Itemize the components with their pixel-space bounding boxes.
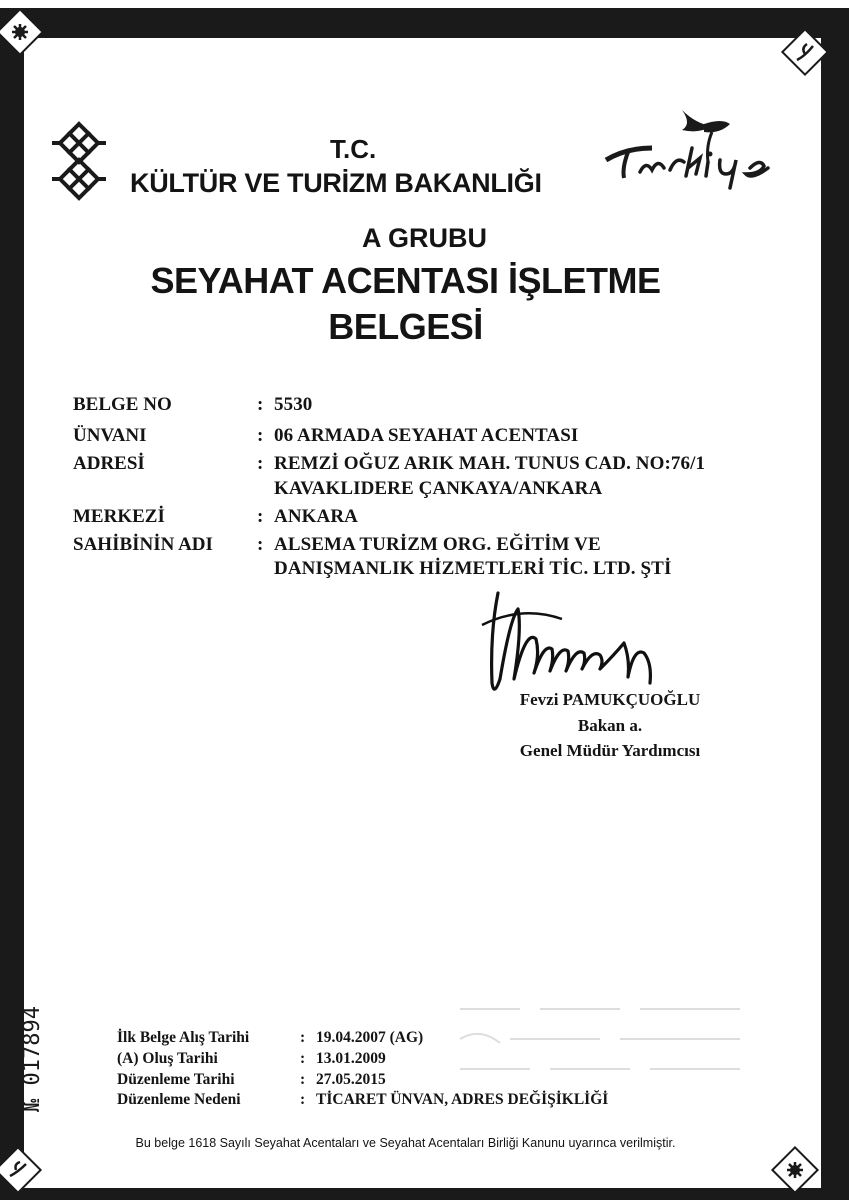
date-value-a-formation: 13.01.2009 — [316, 1050, 386, 1067]
date-colon: : — [300, 1091, 306, 1108]
date-colon: : — [300, 1050, 306, 1067]
serial-number: № 017894 — [20, 1006, 45, 1112]
date-label-issue-date: Düzenleme Tarihi — [117, 1071, 235, 1088]
signatory-title: Genel Müdür Yardımcısı — [519, 741, 701, 760]
certificate-title-line2: BELGESİ — [328, 306, 483, 347]
date-colon: : — [300, 1071, 306, 1088]
field-colon: : — [257, 534, 264, 555]
field-label-belge-no: BELGE NO — [73, 394, 172, 415]
certificate-group: A GRUBU — [362, 223, 487, 253]
faint-stamp-icon — [450, 995, 790, 1085]
field-colon: : — [257, 394, 264, 415]
ministry-name: KÜLTÜR VE TURİZM BAKANLIĞI — [130, 168, 542, 198]
knot-emblem-icon — [48, 120, 110, 202]
corner-ornament-icon — [775, 22, 835, 82]
field-value-sahibinin-adi-line2: DANIŞMANLIK HİZMETLERİ TİC. LTD. ŞTİ — [274, 558, 672, 579]
turkiye-tulip-logo-icon — [600, 102, 775, 192]
field-value-unvani: 06 ARMADA SEYAHAT ACENTASI — [274, 425, 579, 446]
field-value-belge-no: 5530 — [274, 394, 313, 415]
date-value-issue-date: 27.05.2015 — [316, 1071, 386, 1088]
field-value-sahibinin-adi-line1: ALSEMA TURİZM ORG. EĞİTİM VE — [274, 534, 601, 555]
date-label-first-issue: İlk Belge Alış Tarihi — [117, 1029, 250, 1046]
field-label-merkezi: MERKEZİ — [73, 506, 165, 527]
date-colon: : — [300, 1029, 306, 1046]
date-label-a-formation: (A) Oluş Tarihi — [117, 1050, 218, 1067]
date-value-issue-reason: TİCARET ÜNVAN, ADRES DEĞİŞİKLİĞİ — [316, 1091, 609, 1108]
field-value-merkezi: ANKARA — [274, 506, 358, 527]
signatory-name: Fevzi PAMUKÇUOĞLU — [519, 690, 701, 709]
field-label-sahibinin-adi: SAHİBİNİN ADI — [73, 534, 213, 555]
legal-footer: Bu belge 1618 Sayılı Seyahat Acentaları ve Seyahat Acentaları Birliği Kanunu uyarınca verilmiştir. — [135, 1136, 676, 1150]
field-label-unvani: ÜNVANI — [73, 425, 147, 446]
date-label-issue-reason: Düzenleme Nedeni — [117, 1091, 241, 1108]
signatory-role: Bakan a. — [577, 716, 643, 735]
certificate-title: SEYAHAT ACENTASI İŞLETME — [150, 260, 661, 301]
field-colon: : — [257, 425, 264, 446]
state-heading: T.C. — [330, 134, 377, 164]
field-colon: : — [257, 453, 264, 474]
field-colon: : — [257, 506, 264, 527]
corner-ornament-icon — [0, 2, 50, 62]
field-label-adresi: ADRESİ — [73, 453, 145, 474]
field-value-adresi-line1: REMZİ OĞUZ ARIK MAH. TUNUS CAD. NO:76/1 — [274, 453, 706, 474]
field-value-adresi-line2: KAVAKLIDERE ÇANKAYA/ANKARA — [274, 478, 603, 499]
date-value-first-issue: 19.04.2007 (AG) — [316, 1029, 424, 1046]
